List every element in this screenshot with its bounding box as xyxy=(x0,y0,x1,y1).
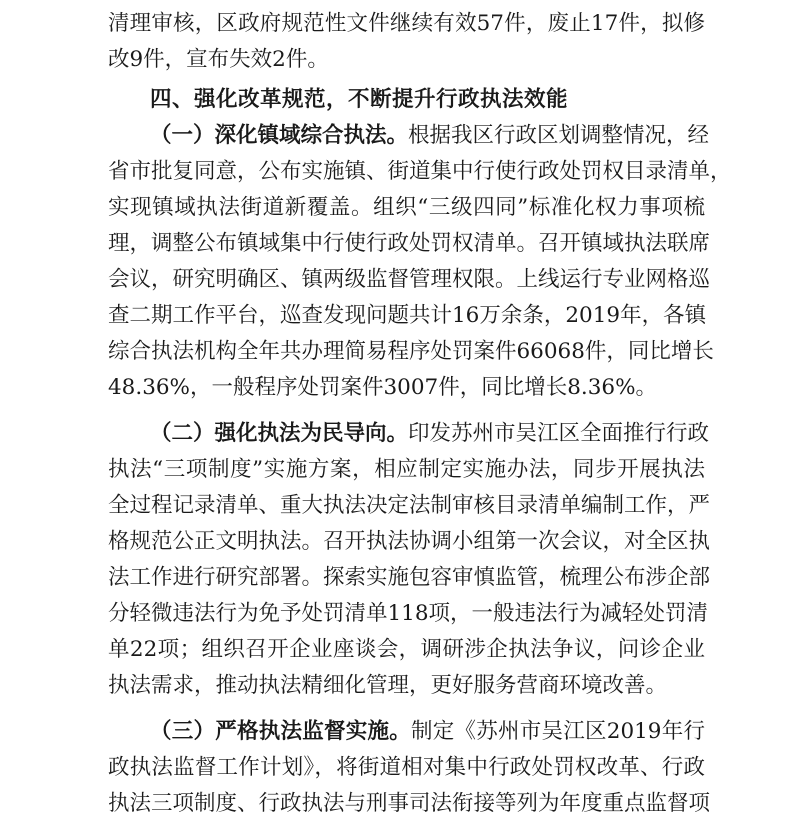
text-line: 单22项；组织召开企业座谈会，调研涉企执法争议，问诊企业 xyxy=(108,637,705,662)
section-heading: 四、强化改革规范，不断提升行政执法效能 xyxy=(150,87,569,112)
text-line: 理，调整公布镇域集中行使行政处罚权清单。召开镇域执法联席 xyxy=(108,231,711,256)
text-line: 查二期工作平台，巡查发现问题共计16万余条，2019年，各镇 xyxy=(108,303,707,328)
text-line: 清理审核，区政府规范性文件继续有效57件，废止17件，拟修 xyxy=(108,11,705,36)
text-line: 全过程记录清单、重大执法决定法制审核目录清单编制工作，严 xyxy=(108,493,711,518)
text-span: 根据我区行政区划调整情况，经 xyxy=(408,123,710,148)
text-span: 制定《苏州市吴江区2019年行 xyxy=(411,719,705,744)
paragraph-first-line xyxy=(150,714,705,750)
text-line: 分轻微违法行为免予处罚清单118项，一般违法行为减轻处罚清 xyxy=(108,601,709,626)
text-line: 法工作进行研究部署。探索实施包容审慎监管，梳理公布涉企部 xyxy=(108,565,711,590)
paragraph-first-line xyxy=(150,118,710,154)
text-line: 综合执法机构全年共办理简易程序处罚案件66068件，同比增长 xyxy=(108,339,714,364)
subsection-title: （三）严格执法监督实施。 xyxy=(150,719,412,744)
text-line: 政执法监督工作计划》，将街道相对集中行政处罚权改革、行政 xyxy=(108,755,705,780)
text-line: 执法“三项制度”实施方案，相应制定实施办法，同步开展执法 xyxy=(108,457,705,482)
text-line: 48.36%，一般程序处罚案件3007件，同比增长8.36%。 xyxy=(108,375,657,400)
text-line: 格规范公正文明执法。召开执法协调小组第一次会议，对全区执 xyxy=(108,529,711,554)
text-line: 会议，研究明确区、镇两级监督管理权限。上线运行专业网格巡 xyxy=(108,267,711,292)
text-line: 执法需求，推动执法精细化管理，更好服务营商环境改善。 xyxy=(108,673,668,698)
text-line: 实现镇域执法街道新覆盖。组织“三级四同”标准化权力事项梳 xyxy=(108,195,705,220)
text-line: 执法三项制度、行政执法与刑事司法衔接等列为年度重点监督项 xyxy=(108,791,711,816)
text-span: 印发苏州市吴江区全面推行行政 xyxy=(408,421,710,446)
paragraph-first-line xyxy=(150,416,710,452)
text-line: 改9件，宣布失效2件。 xyxy=(108,47,329,72)
text-line: 省市批复同意，公布实施镇、街道集中行使行政处罚权目录清单， xyxy=(108,159,732,184)
subsection-title: （一）深化镇域综合执法。 xyxy=(150,123,409,148)
subsection-title: （二）强化执法为民导向。 xyxy=(150,421,409,446)
